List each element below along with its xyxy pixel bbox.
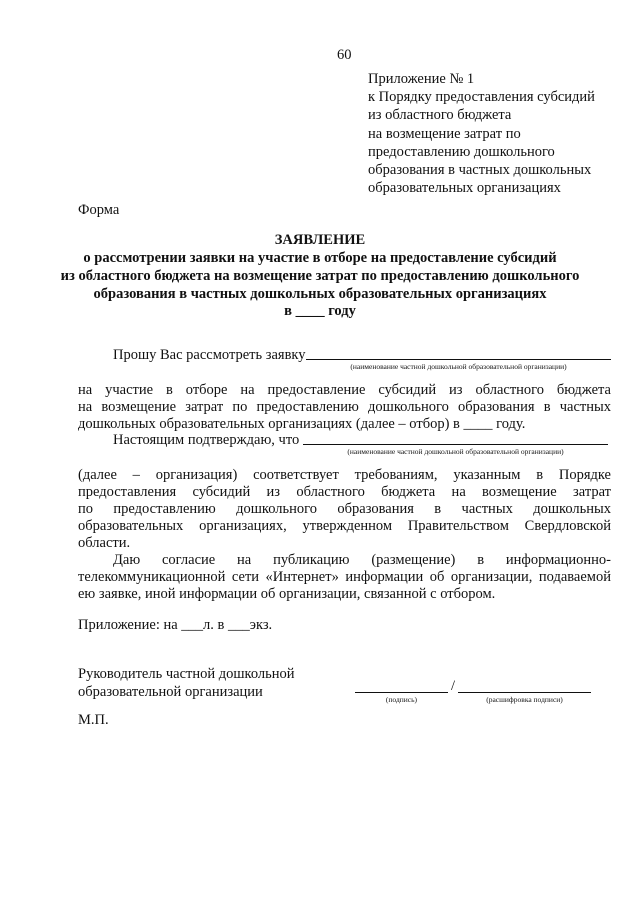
appendix-line: к Порядку предоставления субсидий	[368, 89, 595, 106]
confirm-line: предоставления субсидий из областного бюджета на возмещение затрат	[78, 484, 611, 500]
signature-field[interactable]	[355, 692, 448, 693]
appendix-line: образования в частных дошкольных	[368, 162, 592, 179]
confirm-organization-field[interactable]	[303, 444, 608, 445]
request-line: дошкольных образовательных организациях (далее – отбор) в ____ году.	[78, 416, 526, 432]
confirm-line: области.	[78, 535, 131, 551]
confirm-organization-hint: (наименование частной дошкольной образовательной организации)	[347, 447, 564, 456]
appendix-line: на возмещение затрат по	[368, 125, 521, 142]
appendix-line: из областного бюджета	[368, 107, 512, 124]
confirm-lead: Настоящим подтверждаю, что	[113, 432, 300, 448]
organization-name-field[interactable]	[306, 359, 611, 360]
confirm-line: (далее – организация) соответствует требованиям, указанным в Порядке	[78, 467, 611, 483]
attachment-line: Приложение: на ___л. в ___экз.	[78, 617, 273, 633]
stamp-label: М.П.	[78, 712, 109, 728]
consent-line: телекоммуникационной сети «Интернет» информации об организации, подаваемой	[78, 569, 611, 585]
appendix-line: предоставлению дошкольного	[368, 143, 555, 160]
title-year-line: в ____ году	[284, 303, 356, 319]
consent-line: Даю согласие на публикацию (размещение) в информационно-	[113, 552, 611, 568]
signature-decode-field[interactable]	[458, 692, 591, 693]
signatory-line: образовательной организации	[78, 684, 263, 700]
page-number: 60	[337, 47, 352, 63]
appendix-line: Приложение № 1	[368, 71, 475, 87]
title-line: образования в частных дошкольных образовательных организациях	[93, 286, 547, 302]
appendix-block	[368, 70, 595, 197]
request-lead: Прошу Вас рассмотреть заявку	[113, 347, 306, 363]
confirm-line: образовательных организациях, утвержденном Правительством Свердловской	[78, 518, 611, 534]
request-line: на возмещение затрат по предоставлению дошкольного образования в частных	[78, 399, 611, 415]
signature-separator: /	[451, 678, 456, 694]
request-line: на участие в отборе на предоставление субсидий из областного бюджета	[78, 382, 611, 398]
form-label: Форма	[78, 202, 120, 218]
consent-line: ею заявке, иной информации об организации, связанной с отбором.	[78, 586, 496, 602]
document-title: ЗАЯВЛЕНИЕ	[274, 232, 366, 248]
appendix-line: образовательных организациях	[368, 180, 561, 197]
signature-decode-hint: (расшифровка подписи)	[486, 695, 563, 704]
signatory-line: Руководитель частной дошкольной	[78, 666, 295, 682]
signature-hint: (подпись)	[385, 695, 418, 704]
confirm-line: по предоставлению дошкольного образования в частных дошкольных	[78, 501, 611, 517]
signatory-block	[78, 665, 295, 701]
title-line: из областного бюджета на возмещение затрат по предоставлению дошкольного	[60, 268, 580, 284]
organization-name-hint: (наименование частной дошкольной образовательной организации)	[350, 362, 567, 371]
title-line: о рассмотрении заявки на участие в отборе на предоставление субсидий	[83, 250, 557, 266]
